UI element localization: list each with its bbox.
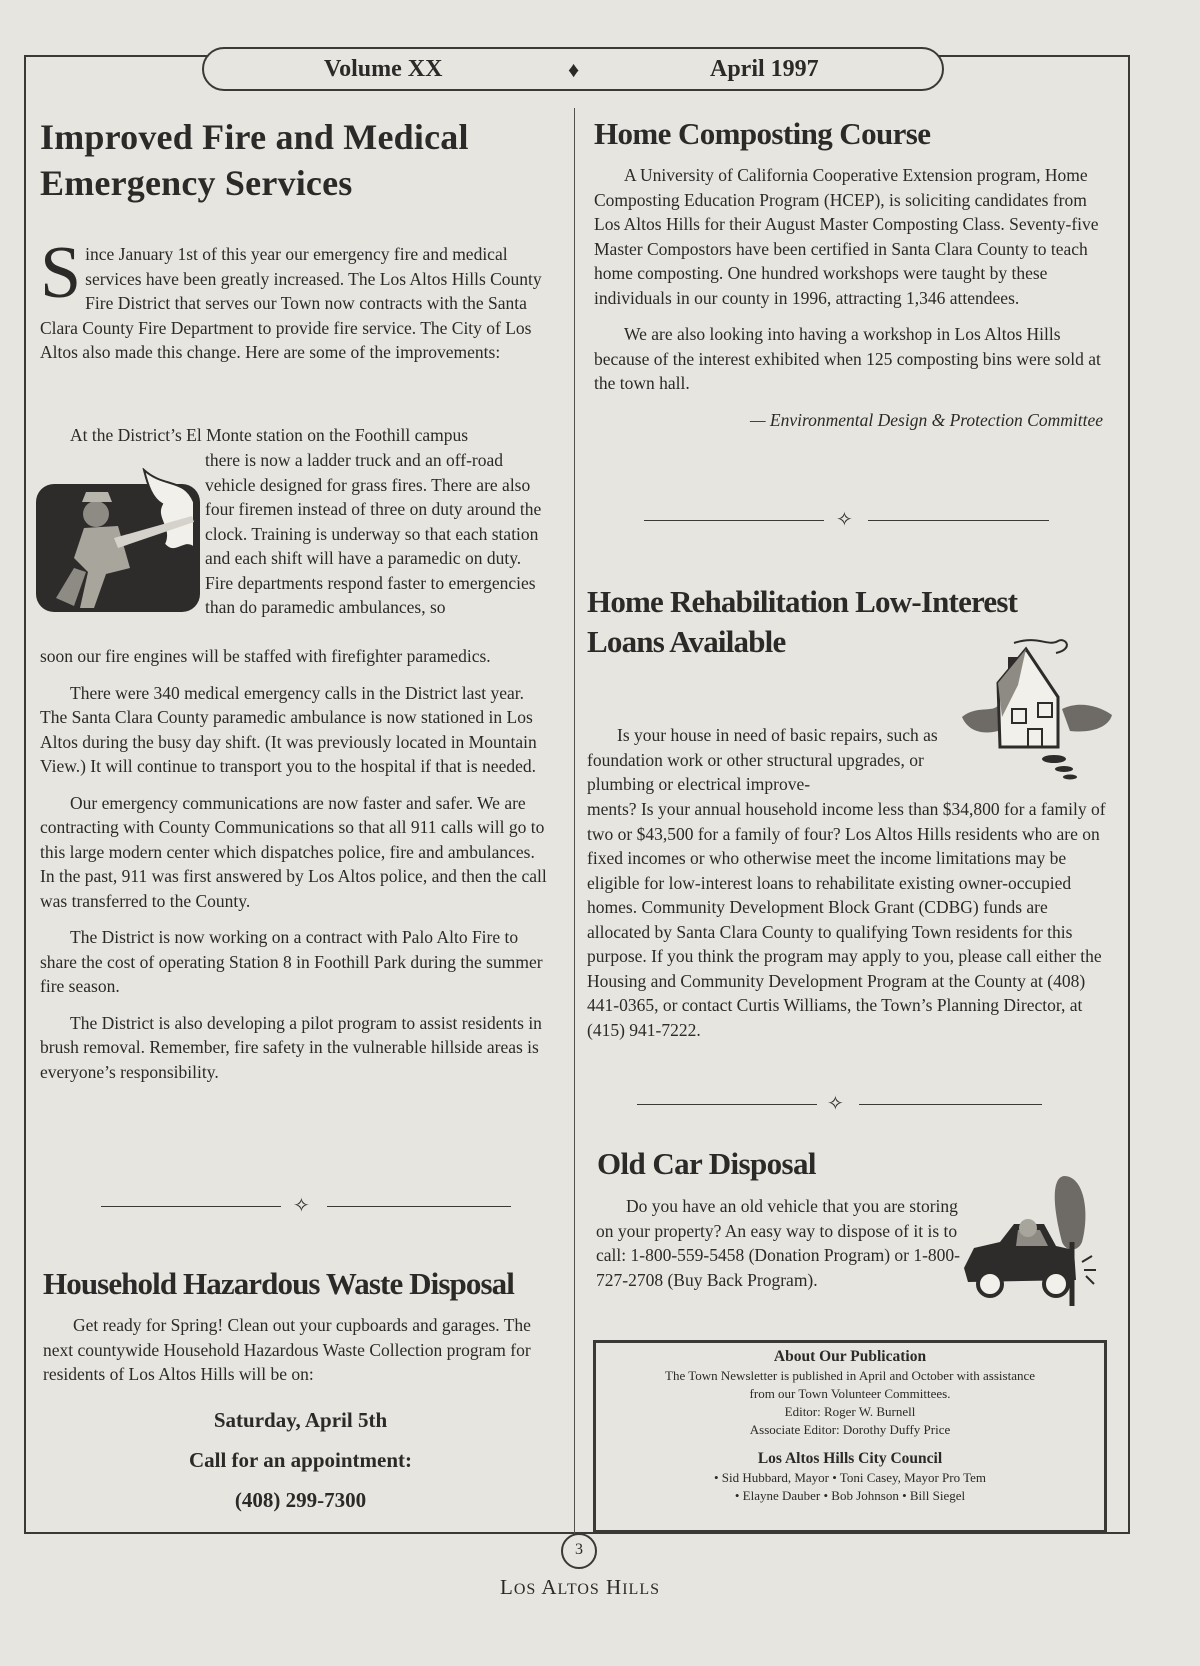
footer-town-name — [0, 1575, 1160, 1600]
council-title: Los Altos Hills City Council — [757, 1450, 943, 1467]
section-separator-right-1 — [644, 510, 1049, 530]
car-article-title: Old Car Disposal — [597, 1146, 816, 1181]
separator-glyph: ✧ — [836, 509, 853, 531]
about-associate-editor: Associate Editor: Dorothy Duffy Price — [749, 1422, 951, 1437]
council-line-2: • Elayne Dauber • Bob Johnson • Bill Siegel — [734, 1488, 966, 1503]
fire-article-body — [40, 644, 553, 1084]
fire-paragraph-1: ince January 1st of this year our emergency fire and medical services have been greatly increased. The Los Altos Hills County Fire District that serves our Town now contracts with the Santa Clara County Fire Department to provide fire service. The City of Los Altos also made this change. Here are some of the improvements: — [40, 244, 542, 362]
fire-paragraph-3: There were 340 medical emergency calls in the District last year. The Santa Clara County paramedic ambulance is now stationed in Los Altos during the busy day shift. (It was previously located in Mountain View.) It will continue to transport you to the hospital if that is needed. — [40, 682, 537, 776]
fire-paragraph-2-lead: At the District’s El Monte station on the Foothill campus — [70, 425, 469, 445]
car-paragraph-1: Do you have an old vehicle that you are storing on your property? An easy way to dispose of it is to call: 1-800-559-5458 (Donation Program) or 1-800-727-2708 (Buy Back Program). — [596, 1196, 961, 1290]
rehab-title-line1: Home Rehabilitation Low-Interest — [587, 584, 1018, 619]
hazard-event-details — [43, 1400, 558, 1520]
fire-article-paragraph-2 — [40, 423, 553, 448]
dropcap-letter: S — [40, 232, 82, 314]
compost-byline: — Environmental Design & Protection Committee — [749, 409, 1103, 430]
fire-title-line1: Improved Fire and Medical — [40, 117, 469, 157]
car-icon — [960, 1172, 1110, 1312]
footer-letter-a: A — [541, 1575, 558, 1599]
fire-paragraph-2-tail: soon our fire engines will be staffed with firefighter paramedics. — [40, 646, 491, 666]
section-separator-right-2 — [637, 1094, 1042, 1114]
separator-glyph: ✧ — [293, 1195, 310, 1217]
house-icon — [958, 635, 1116, 780]
car-article-body — [596, 1194, 964, 1292]
compost-paragraph-2: We are also looking into having a workshop in Los Altos Hills because of the interest exhibited when 125 composting bins were sold at the town hall. — [594, 324, 1101, 393]
fire-paragraph-4: Our emergency communications are now faster and safer. We are contracting with County Communications so that all 911 calls will go to this large modern center which dispatches police, fire and ambulances. In the past, 911 was first answered by Los Altos police, and then the call was transferred to the County. — [40, 792, 547, 911]
fire-paragraph-2-wrap: there is now a ladder truck and an off-road vehicle designed for grass fires. There are also four firemen instead of three on duty around the clock. Training is underway so that each station and each shift will have a paramedic on duty. Fire departments respond faster to emergencies than do paramedic ambulances, so — [205, 450, 542, 617]
about-editor: Editor: Roger W. Burnell — [784, 1404, 916, 1419]
column-divider — [574, 108, 575, 1538]
hazard-phone: (408) 299-7300 — [234, 1488, 367, 1512]
about-title: About Our Publication — [773, 1348, 927, 1365]
issue-date: April 1997 — [710, 56, 819, 82]
about-line-1: The Town Newsletter is published in April and October with assistance — [665, 1368, 1035, 1383]
page-number: 3 — [561, 1533, 597, 1569]
footer-os: OS — [513, 1581, 537, 1598]
fire-paragraph-5: The District is now working on a contract with Palo Alto Fire to share the cost of operating Station 8 in Foothill Park during the summer fire season. — [40, 927, 543, 996]
rehab-title-line2: Loans Available — [587, 624, 786, 659]
fire-article-wrap-text — [205, 448, 553, 620]
fire-paragraph-6: The District is also developing a pilot program to assist residents in brush removal. Remember, fire safety in the vulnerable hillside areas is everyone’s responsibility. — [40, 1012, 542, 1082]
hazard-event-date: Saturday, April 5th — [213, 1408, 388, 1432]
section-separator-left — [101, 1196, 511, 1216]
about-line-2: from our Town Volunteer Committees. — [749, 1386, 951, 1401]
rehab-paragraph-rest: ments? Is your annual household income less than $34,800 for a family of two or $43,500 for a family of four? Los Altos Hills residents who are on fixed incomes or who otherwise meet the income limitations may be eligible for low-interest loans to rehabilitate existing owner-occupied homes. Community Development Block Grant (CDBG) funds are allocated by Santa Clara County to qualifying Town residents for this purpose. If you think the program may apply to you, please call either the Housing and Community Development Program at the County at (408) 441-0365, or contact Curtis Williams, the Town’s Planning Director, at (415) 941-7222. — [587, 799, 1106, 1040]
hazard-article-title: Household Hazardous Waste Disposal — [43, 1266, 514, 1301]
compost-paragraph-1: A University of California Cooperative Extension program, Home Composting Education Program (HCEP), is soliciting candidates from Los Altos Hills for their August Master Composting Class. Seventy-five Master Compostors have been certified in Santa Clara County to teach home composting. One hundred workshops were taught by these individuals in our county in 1996, attracting 1,346 attendees. — [594, 165, 1099, 308]
fire-article-intro — [40, 232, 553, 365]
hazard-call-label: Call for an appointment: — [188, 1448, 413, 1472]
about-publication-box — [593, 1340, 1107, 1533]
rehab-article-wrap-text — [587, 723, 949, 797]
council-line-1: • Sid Hubbard, Mayor • Toni Casey, Mayor Pro Tem — [713, 1470, 987, 1485]
footer-ills: ILLS — [622, 1581, 660, 1598]
separator-glyph: ✧ — [827, 1093, 844, 1115]
volume-label: Volume XX — [324, 56, 443, 82]
masthead-banner — [202, 47, 944, 91]
compost-article-title: Home Composting Course — [594, 116, 931, 151]
footer-ltos: LTOS — [557, 1581, 600, 1598]
fire-title-line2: Emergency Services — [40, 163, 353, 203]
masthead-diamond: ♦ — [568, 57, 580, 82]
footer-letter-h: H — [606, 1575, 623, 1599]
rehab-paragraph-wrap: Is your house in need of basic repairs, such as foundation work or other structural upgrades, or plumbing or electrical improve- — [587, 725, 938, 794]
fire-article-title — [40, 114, 560, 206]
firefighter-icon — [34, 468, 204, 618]
footer-letter-l: L — [500, 1575, 514, 1599]
hazard-paragraph-1: Get ready for Spring! Clean out your cupboards and garages. The next countywide Household Hazardous Waste Collection program for residents of Los Altos Hills will be on: — [43, 1315, 531, 1384]
hazard-article-body — [43, 1313, 558, 1387]
rehab-article-body — [587, 797, 1109, 1042]
compost-article-body — [594, 163, 1103, 432]
